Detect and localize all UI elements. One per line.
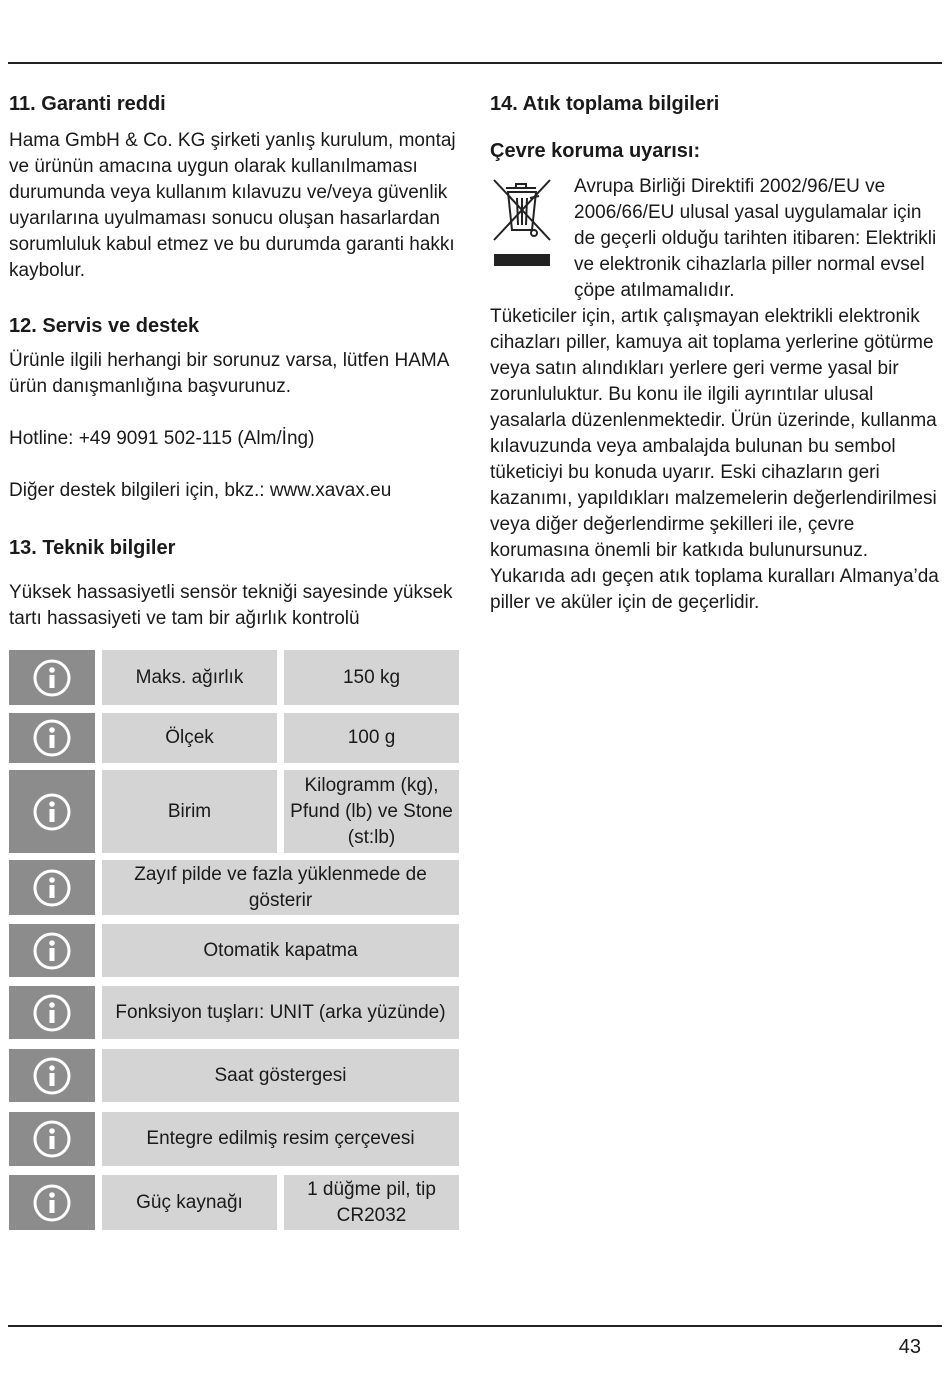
info-icon <box>9 860 95 915</box>
spec-value: 1 düğme pil, tip CR2032 <box>284 1175 459 1230</box>
section-13-heading: 13. Teknik bilgiler <box>9 537 176 559</box>
section-12-heading: 12. Servis ve destek <box>9 315 200 337</box>
info-icon <box>9 986 95 1039</box>
spec-row <box>9 770 459 853</box>
info-icon <box>9 1049 95 1102</box>
weee-bin-icon <box>490 178 552 278</box>
spec-row <box>9 986 459 1039</box>
section-13-intro: Yüksek hassasiyetli sensör tekniği sayesinde yüksek tartı hassasiyeti ve tam bir ağırlık kontrolü <box>9 582 453 629</box>
spec-row <box>9 1049 459 1102</box>
section-14-heading: 14. Atık toplama bilgileri <box>490 93 720 115</box>
spec-label: Güç kaynağı <box>102 1175 277 1230</box>
spec-feature: Fonksiyon tuşları: UNIT (arka yüzünde) <box>102 986 459 1039</box>
bottom-rule <box>8 1325 942 1327</box>
support-link-text: Diğer destek bilgileri için, bkz.: www.xavax.eu <box>9 480 392 501</box>
env-notice-heading: Çevre koruma uyarısı: <box>490 140 701 162</box>
top-rule <box>8 62 942 64</box>
env-consumer-text: Tüketiciler için, artık çalışmayan elektrikli elektronik cihazları piller, kamuya ait toplama yerlerine götürme veya satın alındıkları yerlere geri verme yasal bir zorunluluktur. Bu konu ile ilgili ayrıntılar ulusal yasalarla düzenlenmektedir. Ürün üzerinde, kullanma kılavuzunda veya ambalajda bulunan bu sembol tüketiciyi bu konuda uyarır. Eski cihazların geri kazanımı, yapıldıkları malzemelerin değerlendirilmesi veya diğer değerlendirme şekilleri ile, çevre korumasına önemli bir katkıda bulunursunuz. Yukarıda adı geçen atık toplama kuralları Almanya’da piller ve aküler için de geçerlidir. <box>490 306 939 613</box>
info-icon <box>9 770 95 853</box>
section-12-body: Ürünle ilgili herhangi bir sorunuz varsa, lütfen HAMA ürün danışmanlığına başvurunuz. <box>9 350 449 397</box>
spec-feature: Saat göstergesi <box>102 1049 459 1102</box>
spec-feature: Otomatik kapatma <box>102 924 459 977</box>
spec-value: Kilogramm (kg), Pfund (lb) ve Stone (st:lb) <box>284 770 459 853</box>
spec-row <box>9 924 459 977</box>
spec-value: 150 kg <box>284 650 459 705</box>
spec-feature: Zayıf pilde ve fazla yüklenmede de gösterir <box>102 860 459 915</box>
env-directive-text: Avrupa Birliği Direktifi 2002/96/EU ve 2006/66/EU ulusal yasal uygulamalar için de geçerli olduğu tarihten itibaren: Elektrikli ve elektronik cihazlarla piller normal evsel çöpe atılmamalıdır. <box>574 176 937 301</box>
spec-label: Birim <box>102 770 277 853</box>
spec-feature: Entegre edilmiş resim çerçevesi <box>102 1112 459 1166</box>
info-icon <box>9 924 95 977</box>
spec-row <box>9 860 459 915</box>
spec-label: Maks. ağırlık <box>102 650 277 705</box>
info-icon <box>9 1112 95 1166</box>
info-icon <box>9 713 95 763</box>
spec-row <box>9 713 459 763</box>
spec-row <box>9 1112 459 1166</box>
info-icon <box>9 650 95 705</box>
section-11-body: Hama GmbH & Co. KG şirketi yanlış kurulum, montaj ve ürünün amacına uygun olarak kullanılmaması durumunda veya kullanım kılavuzu ve/veya güvenlik uyarılarına uyulmaması sonucu oluşan hasarlardan sorumluluk kabul etmez ve bu durumda garanti hakkı kaybolur. <box>9 130 456 281</box>
spec-value: 100 g <box>284 713 459 763</box>
spec-label: Ölçek <box>102 713 277 763</box>
spec-row <box>9 650 459 705</box>
section-11-heading: 11. Garanti reddi <box>9 93 166 115</box>
spec-row <box>9 1175 459 1230</box>
info-icon <box>9 1175 95 1230</box>
page-number: 43 <box>898 1336 921 1358</box>
hotline-text: Hotline: +49 9091 502-115 (Alm/İng) <box>9 428 315 449</box>
